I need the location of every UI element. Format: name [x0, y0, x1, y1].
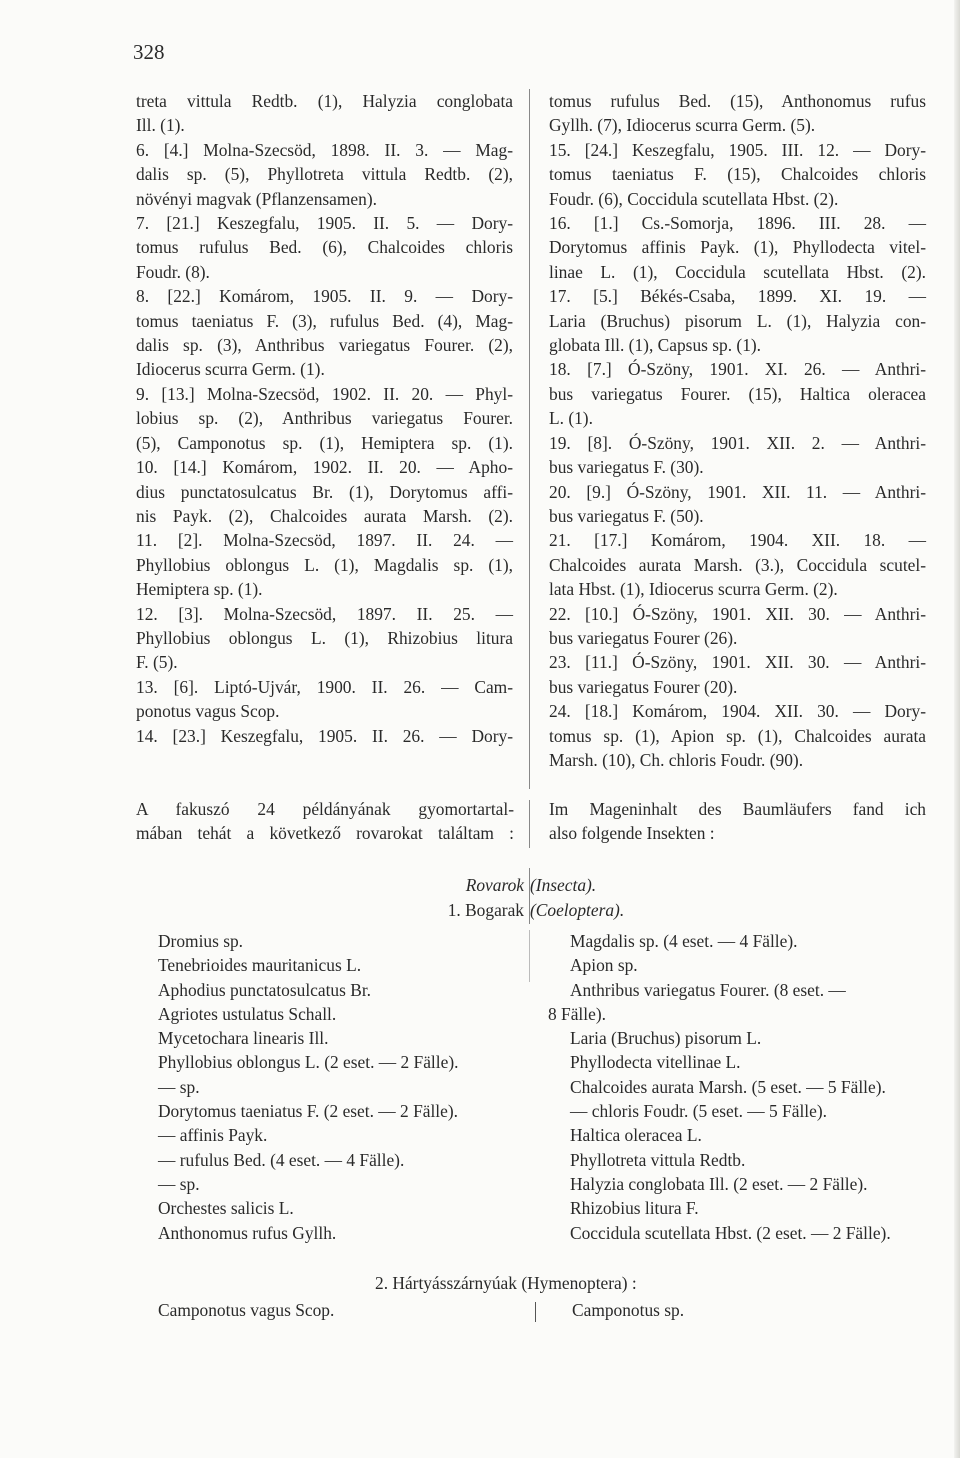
heading-insecta-text: (Insecta).	[530, 875, 597, 895]
column-divider	[529, 89, 530, 789]
text-line: 10. [14.] Komárom, 1902. II. 20. — Apho-	[136, 457, 513, 478]
species-item: Mycetochara linearis Ill.	[158, 1028, 329, 1049]
text-line: Marsh. (10), Ch. chloris Foudr. (90).	[549, 749, 804, 770]
text-line: 16. [1.] Cs.-Somorja, 1896. III. 28. —	[549, 213, 926, 234]
species-item: Phyllodecta vitellinae L.	[570, 1052, 741, 1073]
text-line: 11. [2]. Molna-Szecsöd, 1897. II. 24. —	[136, 530, 513, 551]
text-line: lata Hbst. (1), Idiocerus scurra Germ. (2).	[549, 579, 838, 600]
intro-hungarian	[136, 797, 514, 846]
text-line: Hemiptera sp. (1).	[136, 579, 263, 600]
heading-coeloptera-text: (Coeloptera).	[530, 900, 625, 920]
text-line: 24. [18.] Komárom, 1904. XII. 30. — Dory-	[549, 701, 926, 722]
species-item: — affinis Payk.	[158, 1125, 268, 1146]
text-line: Foudr. (6), Coccidula scutellata Hbst. (2).	[549, 188, 839, 209]
text-line: 9. [13.] Molna-Szecsöd, 1902. II. 20. — Phyl-	[136, 383, 513, 404]
hymenoptera-item-left: Camponotus vagus Scop.	[158, 1300, 335, 1320]
text-line: 14. [23.] Keszegfalu, 1905. II. 26. — Dory-	[136, 725, 513, 746]
text-line: (5), Camponotus sp. (1), Hemiptera sp. (1).	[136, 432, 513, 453]
text-line: treta vittula Redtb. (1), Halyzia conglobata	[136, 91, 513, 111]
heading-bogarak	[448, 898, 524, 922]
beetle-list-right	[548, 929, 930, 1245]
heading-rovarok-text: Rovarok	[465, 875, 524, 895]
text-line: 20. [9.] Ó-Szöny, 1901. XII. 11. — Anthri-	[549, 481, 926, 502]
species-item: Dromius sp.	[158, 931, 244, 951]
beetle-list-left	[158, 929, 518, 1245]
text-line: nis Payk. (2), Chalcoides aurata Marsh. (2).	[136, 505, 513, 526]
hymenoptera-divider	[535, 1302, 536, 1322]
heading-rovarok	[466, 873, 524, 897]
text-line: Idiocerus scurra Germ. (1).	[136, 359, 325, 380]
heading-bogarak-text: 1. Bogarak	[447, 900, 524, 920]
intro-german	[549, 797, 926, 846]
text-line: növényi magvak (Pflanzensamen).	[136, 188, 377, 209]
text-line: globata Ill. (1), Capsus sp. (1).	[549, 335, 762, 356]
text-line: bus variegatus Fourer (26).	[549, 627, 738, 648]
species-item: 8 Fälle).	[548, 1003, 606, 1024]
text-line: bus variegatus F. (30).	[549, 457, 704, 478]
text-line: Phyllobius oblongus L. (1), Magdalis sp. (1),	[136, 554, 513, 575]
species-item: Magdalis sp. (4 eset. — 4 Fälle).	[570, 931, 798, 951]
text-line: 17. [5.] Békés-Csaba, 1899. XI. 19. —	[549, 286, 926, 307]
species-item: — sp.	[158, 1076, 200, 1097]
text-line: Gyllh. (7), Idiocerus scurra Germ. (5).	[549, 115, 816, 136]
species-item: Agriotes ustulatus Schall.	[158, 1003, 337, 1024]
species-item: Haltica oleracea L.	[570, 1125, 702, 1146]
intro-line: A fakuszó 24 példányának gyomortartal-	[136, 799, 514, 819]
page-number: 328	[133, 40, 165, 64]
page-edge-shadow	[954, 0, 960, 1458]
species-item: Phyllobius oblongus L. (2 eset. — 2 Fälle).	[158, 1052, 459, 1073]
text-line: F. (5).	[136, 652, 178, 673]
text-line: 8. [22.] Komárom, 1905. II. 9. — Dory-	[136, 286, 513, 307]
text-line: bus variegatus Fourer. (15), Haltica oleracea	[549, 383, 926, 404]
text-line: 7. [21.] Keszegfalu, 1905. II. 5. — Dory-	[136, 213, 513, 234]
species-item: Aphodius punctatosulcatus Br.	[158, 979, 372, 1000]
species-item: Chalcoides aurata Marsh. (5 eset. — 5 Fälle).	[570, 1076, 886, 1097]
text-line: tomus sp. (1), Apion sp. (1), Chalcoides aurata	[549, 725, 926, 746]
left-text-column	[136, 89, 513, 748]
text-line: Foudr. (8).	[136, 261, 210, 282]
list-divider	[529, 930, 530, 982]
heading-hymenoptera-text: 2. Hártyásszárnyúak (Hymenoptera) :	[375, 1273, 637, 1293]
text-line: 18. [7.] Ó-Szöny, 1901. XI. 26. — Anthri-	[549, 359, 926, 380]
intro-line: Im Mageninhalt des Baumläufers fand ich	[549, 799, 926, 819]
text-line: lobius sp. (2), Anthribus variegatus Fourer.	[136, 408, 513, 429]
intro-divider	[529, 800, 530, 848]
heading-coeloptera	[530, 898, 624, 922]
text-line: dalis sp. (3), Anthribus variegatus Fourer. (2),	[136, 335, 513, 356]
species-item: Anthribus variegatus Fourer. (8 eset. —	[570, 979, 846, 1000]
species-item: — rufulus Bed. (4 eset. — 4 Fälle).	[158, 1149, 405, 1170]
text-line: tomus rufulus Bed. (6), Chalcoides chloris	[136, 237, 513, 258]
species-item: — chloris Foudr. (5 eset. — 5 Fälle).	[570, 1101, 827, 1122]
species-item: Anthonomus rufus Gyllh.	[158, 1222, 337, 1243]
species-item: Coccidula scutellata Hbst. (2 eset. — 2 Fälle).	[570, 1222, 891, 1243]
text-line: bus variegatus F. (50).	[549, 505, 704, 526]
text-line: tomus taeniatus F. (15), Chalcoides chloris	[549, 164, 926, 185]
species-item: — sp.	[158, 1173, 200, 1194]
species-item: Phyllotreta vittula Redtb.	[570, 1149, 746, 1170]
text-line: tomus taeniatus F. (3), rufulus Bed. (4), Mag-	[136, 310, 513, 331]
text-line: Laria (Bruchus) pisorum L. (1), Halyzia con-	[549, 310, 926, 331]
text-line: Ill. (1).	[136, 115, 185, 136]
species-item: Apion sp.	[570, 955, 638, 976]
intro-line: mában tehát a következő rovarokat találtam :	[136, 823, 514, 844]
text-line: 19. [8]. Ó-Szöny, 1901. XII. 2. — Anthri-	[549, 432, 926, 453]
text-line: linae L. (1), Coccidula scutellata Hbst. (2).	[549, 261, 926, 282]
species-item: Halyzia conglobata Ill. (2 eset. — 2 Fälle).	[570, 1173, 868, 1194]
text-line: dius punctatosulcatus Br. (1), Dorytomus affi-	[136, 481, 513, 502]
text-line: bus variegatus Fourer (20).	[549, 676, 738, 697]
text-line: 12. [3]. Molna-Szecsöd, 1897. II. 25. —	[136, 603, 513, 624]
text-line: Phyllobius oblongus L. (1), Rhizobius litura	[136, 627, 513, 648]
text-line: 15. [24.] Keszegfalu, 1905. III. 12. — Dory-	[549, 139, 926, 160]
text-line: dalis sp. (5), Phyllotreta vittula Redtb. (2),	[136, 164, 513, 185]
text-line: 23. [11.] Ó-Szöny, 1901. XII. 30. — Anthri-	[549, 652, 926, 673]
text-line: Chalcoides aurata Marsh. (3.), Coccidula scutel-	[549, 554, 926, 575]
species-item: Laria (Bruchus) pisorum L.	[570, 1028, 762, 1049]
hymenoptera-item-right: Camponotus sp.	[572, 1300, 685, 1320]
text-line: tomus rufulus Bed. (15), Anthonomus rufus	[549, 91, 926, 111]
text-line: Dorytomus affinis Payk. (1), Phyllodecta vitel-	[549, 237, 926, 258]
heading-hymenoptera	[375, 1271, 637, 1295]
text-line: 22. [10.] Ó-Szöny, 1901. XII. 30. — Anthri-	[549, 603, 926, 624]
text-line: 6. [4.] Molna-Szecsöd, 1898. II. 3. — Mag-	[136, 139, 513, 160]
species-item: Orchestes salicis L.	[158, 1198, 294, 1219]
species-item: Tenebrioides mauritanicus L.	[158, 955, 362, 976]
heading-insecta	[530, 873, 596, 897]
intro-line: also folgende Insekten :	[549, 823, 715, 844]
species-item: Rhizobius litura F.	[570, 1198, 699, 1219]
text-line: ponotus vagus Scop.	[136, 701, 280, 722]
text-line: 21. [17.] Komárom, 1904. XII. 18. —	[549, 530, 926, 551]
species-item: Dorytomus taeniatus F. (2 eset. — 2 Fälle).	[158, 1101, 458, 1122]
right-text-column	[549, 89, 926, 772]
text-line: 13. [6]. Liptó-Ujvár, 1900. II. 26. — Cam-	[136, 676, 513, 697]
text-line: L. (1).	[549, 408, 593, 429]
